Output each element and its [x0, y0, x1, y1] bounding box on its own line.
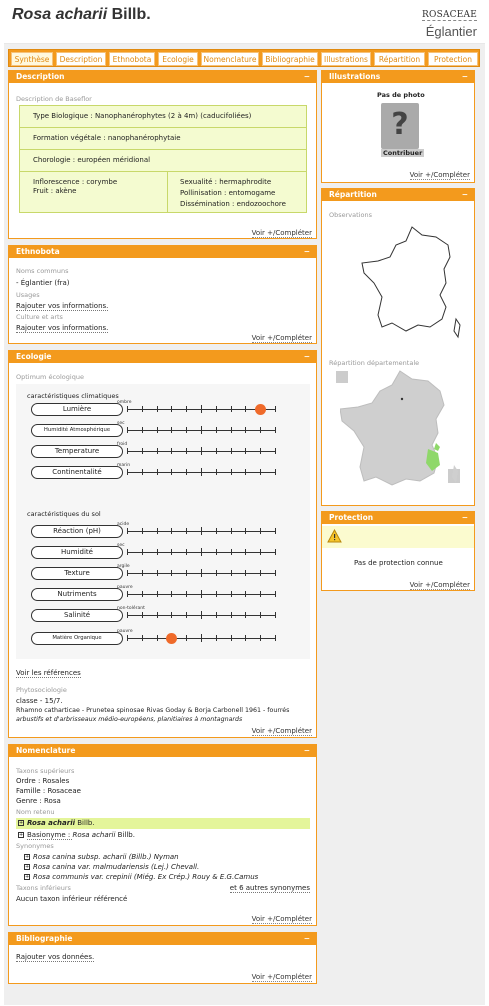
panel-header [9, 745, 316, 757]
scale-tick [201, 426, 202, 434]
scale-tick [142, 635, 143, 641]
tab-repartition[interactable]: Répartition [374, 52, 425, 66]
synonyme-row[interactable] [24, 853, 179, 861]
collapse-icon[interactable]: − [303, 247, 310, 256]
warning-banner [322, 526, 474, 548]
scale-min-label: sec [117, 421, 125, 426]
retenu-author: Billb. [77, 819, 95, 827]
repartition-panel [321, 188, 475, 506]
expand-icon[interactable]: + [19, 832, 24, 838]
scale-tick [127, 469, 128, 475]
scale-tick [275, 570, 276, 576]
scale-tick [157, 549, 158, 555]
scale-min-label: froid [117, 442, 128, 447]
ecologie-panel [8, 350, 317, 738]
no-photo-label: Pas de photo [377, 91, 425, 99]
scale-tick [231, 635, 232, 641]
voir-completer-link[interactable] [252, 334, 312, 342]
voir-label[interactable]: Voir +/Compléter [251, 973, 312, 981]
scale-tick [260, 469, 261, 475]
page-title [12, 6, 151, 24]
scale-min-label: pauvre [117, 629, 133, 634]
eco-pill[interactable]: Humidité [31, 546, 123, 559]
synonymes-label: Synonymes [16, 842, 54, 850]
scale-tick [171, 528, 172, 534]
scale-line [127, 430, 275, 431]
no-photo-placeholder[interactable] [367, 89, 433, 159]
scale-tick [127, 635, 128, 641]
scale-tick [186, 612, 187, 618]
scale-tick [231, 469, 232, 475]
collapse-icon[interactable]: − [303, 72, 310, 81]
references-link[interactable]: Voir les références [16, 669, 81, 677]
culture-label: Culture et arts [16, 313, 63, 321]
scale-tick [157, 448, 158, 454]
scale-tick [142, 469, 143, 475]
autres-synonymes-link[interactable]: et 6 autres synonymes [229, 884, 310, 892]
sol-title: caractéristiques du sol [27, 510, 101, 518]
tab-ethnobota[interactable]: Ethnobota [109, 52, 155, 66]
scale-line [127, 552, 275, 553]
scale-tick [186, 570, 187, 576]
scale-min-label: acide [117, 522, 130, 527]
scale-tick [216, 406, 217, 412]
scale-tick [186, 635, 187, 641]
scale-tick [171, 469, 172, 475]
scale-min-label: ombre [117, 400, 132, 405]
scale-tick [127, 570, 128, 576]
scale-tick [157, 635, 158, 641]
scale-tick [245, 570, 246, 576]
scale-tick [142, 549, 143, 555]
scale-tick [201, 569, 202, 577]
expand-icon[interactable]: + [19, 820, 24, 826]
scale-tick [231, 528, 232, 534]
scale-tick [260, 549, 261, 555]
eco-pill[interactable]: Lumière [31, 403, 123, 416]
panel-header [322, 71, 474, 83]
panel-title: Bibliographie [16, 934, 73, 943]
chorologie: Chorologie : européen méridional [33, 156, 151, 164]
voir-label[interactable]: Voir +/Compléter [251, 229, 312, 237]
scale-tick [275, 635, 276, 641]
illustrations-panel [321, 70, 475, 183]
scale-tick [216, 612, 217, 618]
collapse-icon[interactable]: − [461, 190, 468, 199]
type-biologique: Type Biologique : Nanophanérophytes (2 à 4m) (caducifoliées) [33, 112, 252, 120]
panel-title: Répartition [329, 190, 377, 199]
scale-tick [171, 406, 172, 412]
scale-tick [275, 591, 276, 597]
scale-tick [275, 549, 276, 555]
scale-tick [260, 528, 261, 534]
scale-tick [142, 528, 143, 534]
scale-tick [171, 549, 172, 555]
scale-min-label: argile [117, 564, 130, 569]
formation-vegetale: Formation végétale : nanophanérophytaie [33, 134, 181, 142]
scale-tick [260, 635, 261, 641]
tab-illustrations[interactable]: Illustrations [321, 52, 371, 66]
eco-pill[interactable]: Temperature [31, 445, 123, 458]
scale-tick [216, 591, 217, 597]
scale-tick [216, 549, 217, 555]
scale-tick [216, 448, 217, 454]
scale-tick [260, 448, 261, 454]
scale-min-label: non-tolérant [117, 606, 145, 611]
scale-tick [231, 591, 232, 597]
scale-tick [231, 427, 232, 433]
scale-tick [231, 570, 232, 576]
synonyme-row[interactable] [24, 863, 199, 871]
scale-tick [231, 448, 232, 454]
scale-tick [171, 427, 172, 433]
eco-pill[interactable]: Texture [31, 567, 123, 580]
ethnobota-panel [8, 245, 317, 344]
basionyme-author: Billb. [117, 831, 135, 839]
inflorescence: Inflorescence : corymbe [33, 178, 118, 186]
source-label: Description de Baseflor [16, 95, 92, 103]
tab-description[interactable]: Description [56, 52, 106, 66]
scale-tick [275, 427, 276, 433]
scale-min-label: sec [117, 543, 125, 548]
voir-completer-link[interactable] [252, 229, 312, 237]
eco-pill[interactable]: Matière Organique [31, 632, 123, 645]
scale-tick [245, 591, 246, 597]
sexualite: Sexualité : hermaphrodite [180, 178, 272, 186]
scale-tick [231, 549, 232, 555]
common-name: Églantier [425, 24, 477, 39]
scale-tick [260, 612, 261, 618]
scale-tick [275, 528, 276, 534]
eco-pill[interactable]: Nutriments [31, 588, 123, 601]
dept-label: Répartition départementale [329, 359, 420, 367]
culture-link[interactable]: Rajouter vos informations. [16, 324, 109, 332]
collapse-icon[interactable]: − [303, 934, 310, 943]
scale-tick [245, 469, 246, 475]
scale-tick [201, 527, 202, 535]
synonyme-name: Rosa canina var. malmudariensis (Lej.) Chevall. [33, 863, 200, 871]
scale-tick [127, 448, 128, 454]
tab-ecologie[interactable]: Ecologie [158, 52, 198, 66]
scale-tick [186, 469, 187, 475]
eco-pill[interactable]: Continentalité [31, 466, 123, 479]
scale-tick [127, 612, 128, 618]
panel-title: Protection [329, 513, 374, 522]
voir-completer-link[interactable] [410, 581, 470, 589]
synonyme-name: Rosa canina subsp. acharii (Billb.) Nyman [33, 853, 179, 861]
expand-icon[interactable]: + [25, 854, 30, 860]
scale-tick [275, 612, 276, 618]
phyto-label: Phytosociologie [16, 686, 67, 694]
scale-tick [127, 591, 128, 597]
scale-tick [142, 570, 143, 576]
genre[interactable]: Genre : Rosa [16, 797, 61, 805]
warning-icon [327, 529, 342, 543]
scale-tick [142, 406, 143, 412]
panel-header [9, 933, 316, 945]
scale-tick [127, 406, 128, 412]
panel-title: Illustrations [329, 72, 381, 81]
scale-tick [157, 570, 158, 576]
scale-line [127, 594, 275, 595]
scale-tick [157, 406, 158, 412]
voir-label[interactable]: Voir +/Compléter [251, 727, 312, 735]
scale-tick [186, 591, 187, 597]
taxon-name: Rosa acharii [12, 6, 108, 23]
biblio-link[interactable]: Rajouter vos données. [16, 953, 95, 961]
scale-tick [260, 591, 261, 597]
scale-tick [245, 427, 246, 433]
scale-tick [201, 611, 202, 619]
family-link[interactable]: ROSACEAE [422, 10, 477, 20]
scale-tick [275, 406, 276, 412]
baseflor-box [19, 105, 307, 213]
eco-pill[interactable]: Salinité [31, 609, 123, 622]
scale-tick [245, 635, 246, 641]
scale-tick [260, 570, 261, 576]
scale-tick [171, 612, 172, 618]
scale-tick [171, 591, 172, 597]
taxon-author: Billb. [111, 6, 151, 23]
expand-icon[interactable]: + [25, 864, 30, 870]
voir-completer-link[interactable] [410, 171, 470, 179]
scale-tick [186, 406, 187, 412]
scale-tick [186, 448, 187, 454]
departements-map[interactable] [340, 369, 466, 493]
scale-tick [260, 427, 261, 433]
scale-tick [275, 469, 276, 475]
scale-line [127, 638, 275, 639]
tab-synthese[interactable]: Synthèse [11, 52, 53, 66]
scale-tick [157, 427, 158, 433]
noms-label: Noms communs [16, 267, 69, 275]
protection-value: Pas de protection connue [354, 559, 443, 567]
scale-tick [157, 528, 158, 534]
protection-panel [321, 511, 475, 591]
nomenclature-panel [8, 744, 317, 926]
basionyme-name: Rosa acharii [72, 831, 116, 839]
scale-tick [201, 468, 202, 476]
retenu-name: Rosa acharii [27, 819, 76, 827]
scale-tick [245, 549, 246, 555]
pollinisation: Pollinisation : entomogame [180, 189, 276, 197]
usages-label: Usages [16, 291, 40, 299]
synonyme-name: Rosa communis var. crepinii (Miég. Ex Crép.) Rouy & E.G.Camus [33, 873, 259, 881]
usages-link[interactable]: Rajouter vos informations. [16, 302, 109, 310]
collapse-icon[interactable]: − [461, 72, 468, 81]
scale-tick [245, 528, 246, 534]
voir-label[interactable]: Voir +/Compléter [409, 581, 470, 589]
scale-tick [157, 469, 158, 475]
clim-title: caractéristiques climatiques [27, 392, 119, 400]
description-panel [8, 70, 317, 239]
scale-line [127, 531, 275, 532]
scale-tick [245, 612, 246, 618]
bibliographie-panel [8, 932, 317, 984]
famille[interactable]: Famille : Rosaceae [16, 787, 81, 795]
scale-tick [171, 570, 172, 576]
nom-retenu-row[interactable] [16, 818, 310, 829]
voir-label[interactable]: Voir +/Compléter [409, 171, 470, 179]
phyto-line-2: arbustifs et d'arbrisseaux médio-européens, planitiaires à montagnards [16, 716, 243, 723]
panel-header [322, 189, 474, 201]
scale-tick [216, 427, 217, 433]
observations-label: Observations [329, 211, 372, 219]
taxons-inf-label: Taxons inférieurs [16, 884, 71, 892]
taxons-inf-value: Aucun taxon inférieur référencé [16, 895, 128, 903]
tab-bibliographie[interactable]: Bibliographie [262, 52, 318, 66]
panel-header [9, 351, 316, 363]
scale-tick [216, 570, 217, 576]
collapse-icon[interactable]: − [303, 746, 310, 755]
panel-title: Description [16, 72, 65, 81]
panel-header [9, 246, 316, 258]
panel-header [322, 512, 474, 524]
scale-tick [157, 612, 158, 618]
collapse-icon[interactable]: − [303, 352, 310, 361]
panel-header [9, 71, 316, 83]
scale-tick [245, 448, 246, 454]
scale-tick [127, 427, 128, 433]
optimum-label: Optimum écologique [16, 373, 84, 381]
scale-min-label: pauvre [117, 585, 133, 590]
question-mark-icon: ? [381, 103, 419, 149]
scale-tick [142, 591, 143, 597]
scale-tick [171, 448, 172, 454]
scale-tick [216, 469, 217, 475]
scale-tick [201, 447, 202, 455]
scale-tick [245, 406, 246, 412]
scale-tick [201, 405, 202, 413]
panel-title: Ethnobota [16, 247, 60, 256]
contribuer-button[interactable]: Contribuer [383, 149, 423, 157]
collapse-icon[interactable]: − [461, 513, 468, 522]
observations-map[interactable] [360, 223, 470, 343]
dissemination: Dissémination : endozoochore [180, 200, 286, 208]
scale-min-label: marin [117, 463, 131, 468]
phyto-line-1: Rhamno catharticae - Prunetea spinosae Rivas Goday & Borja Carbonell 1961 - fourrés [16, 707, 290, 714]
scale-tick [157, 591, 158, 597]
scale-line [127, 409, 275, 410]
fruit: Fruit : akène [33, 187, 77, 195]
scale-tick [142, 612, 143, 618]
synonyme-row[interactable] [24, 873, 258, 881]
scale-line [127, 615, 275, 616]
nom-retenu-label: Nom retenu [16, 808, 55, 816]
basionyme-label: Basionyme : [27, 831, 73, 839]
eco-pill[interactable]: Humidité Atmosphérique [31, 424, 123, 437]
scale-tick [186, 427, 187, 433]
tab-nomenclature[interactable]: Nomenclature [201, 52, 259, 66]
scale-tick [201, 590, 202, 598]
scale-tick [186, 549, 187, 555]
scale-tick [231, 406, 232, 412]
scale-tick [142, 448, 143, 454]
scale-tick [275, 448, 276, 454]
voir-completer-link[interactable] [252, 915, 312, 923]
scale-tick [216, 635, 217, 641]
scale-line [127, 573, 275, 574]
voir-completer-link[interactable] [252, 973, 312, 981]
scale-tick [231, 612, 232, 618]
taxons-sup-label: Taxons supérieurs [16, 767, 75, 775]
scale-tick [201, 634, 202, 642]
voir-label[interactable]: Voir +/Compléter [251, 915, 312, 923]
scale-tick [142, 427, 143, 433]
panel-title: Nomenclature [16, 746, 76, 755]
basionyme-row[interactable] [18, 831, 135, 839]
ordre[interactable]: Ordre : Rosales [16, 777, 70, 785]
scale-tick [186, 528, 187, 534]
panel-title: Ecologie [16, 352, 52, 361]
scale-line [127, 472, 275, 473]
noms-value: - Églantier (fra) [16, 279, 70, 287]
voir-completer-link[interactable] [252, 727, 312, 735]
scale-line [127, 451, 275, 452]
scale-tick [127, 528, 128, 534]
tab-protection[interactable]: Protection [428, 52, 478, 66]
voir-label[interactable]: Voir +/Compléter [251, 334, 312, 342]
expand-icon[interactable]: + [25, 874, 30, 880]
eco-pill[interactable]: Réaction (pH) [31, 525, 123, 538]
scale-tick [201, 548, 202, 556]
phyto-class: classe - 15/7. [16, 697, 63, 705]
scale-tick [216, 528, 217, 534]
scale-tick [127, 549, 128, 555]
tab-bar [8, 49, 480, 67]
